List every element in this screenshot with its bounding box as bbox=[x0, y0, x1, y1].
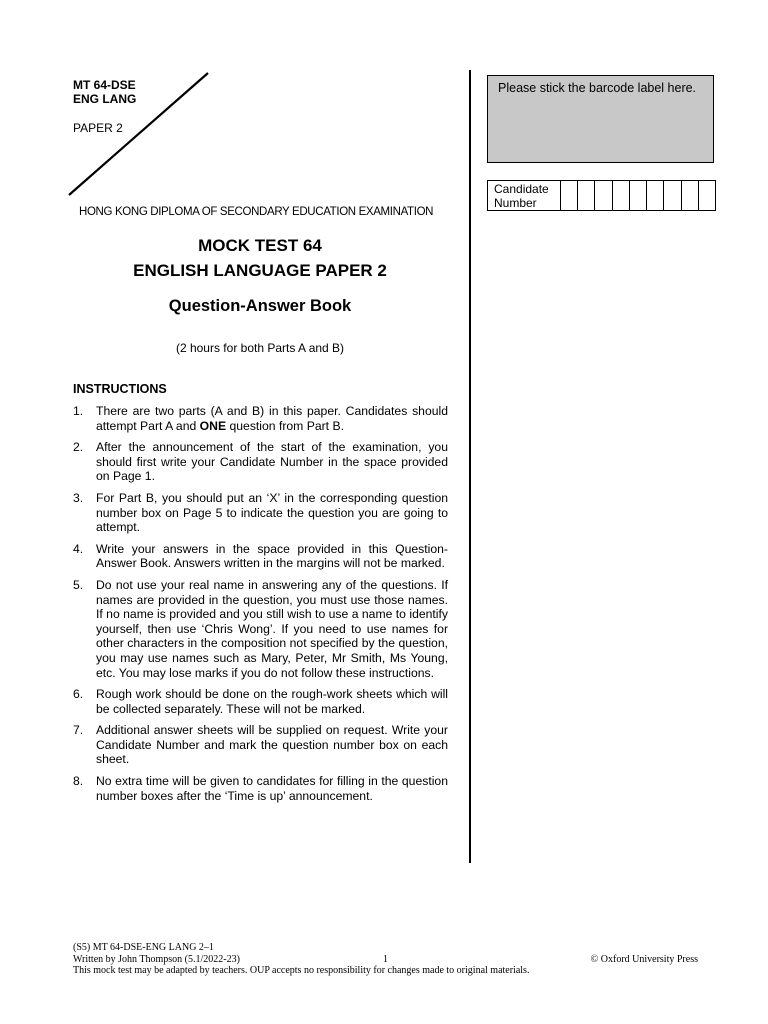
instruction-item bbox=[73, 687, 448, 716]
instruction-number: 8. bbox=[73, 774, 84, 789]
instruction-text: Do not use your real name in answering any of the questions. If names are provided in the question, you must use those names. If no name is provided and you still wish to use a name to identify yourself, then use ‘Chris Wong’. If you need to use names for other characters in the composition not specified by the question, you may use names such as Mary, Peter, Mr Smith, Ms Young, etc. You may lose marks if you do not follow these instructions. bbox=[96, 577, 448, 680]
barcode-label-text: Please stick the barcode label here. bbox=[498, 81, 697, 95]
instruction-item bbox=[73, 491, 448, 535]
exam-title: HONG KONG DIPLOMA OF SECONDARY EDUCATION EXAMINATION bbox=[79, 206, 434, 218]
candidate-number-box[interactable] bbox=[682, 181, 699, 210]
instruction-text: There are two parts (A and B) in this paper. Candidates should attempt Part A and ONE question from Part B. bbox=[96, 404, 448, 433]
candidate-number-box[interactable] bbox=[630, 181, 647, 210]
vertical-divider bbox=[469, 70, 471, 863]
footer-author: Written by John Thompson (5.1/2022-23) bbox=[73, 953, 240, 965]
paper-title: ENGLISH LANGUAGE PAPER 2 bbox=[133, 261, 387, 280]
instructions-list bbox=[73, 404, 448, 810]
footer-row bbox=[73, 954, 698, 966]
instruction-item bbox=[73, 542, 448, 571]
book-title: Question-Answer Book bbox=[168, 297, 352, 315]
instruction-number: 4. bbox=[73, 541, 84, 556]
instruction-number: 7. bbox=[73, 723, 84, 738]
instructions-heading: INSTRUCTIONS bbox=[73, 382, 167, 396]
instruction-text: For Part B, you should put an ‘X’ in the corresponding question number box on Page 5 to indicate the question you are going to attempt. bbox=[96, 490, 448, 535]
instruction-item bbox=[73, 578, 448, 680]
page-number: 1 bbox=[382, 953, 388, 965]
paper-code-line1: MT 64-DSE bbox=[73, 78, 136, 92]
candidate-number-box[interactable] bbox=[561, 181, 578, 210]
instruction-item bbox=[73, 723, 448, 767]
instruction-item bbox=[73, 404, 448, 433]
candidate-number-box[interactable] bbox=[613, 181, 630, 210]
candidate-number-box[interactable] bbox=[578, 181, 595, 210]
duration-note: (2 hours for both Parts A and B) bbox=[175, 341, 345, 355]
paper-number: PAPER 2 bbox=[73, 121, 123, 135]
instruction-item bbox=[73, 440, 448, 484]
candidate-number-box[interactable] bbox=[595, 181, 612, 210]
paper-code-line2: ENG LANG bbox=[73, 92, 137, 106]
candidate-number-box[interactable] bbox=[664, 181, 681, 210]
instruction-text: Write your answers in the space provided in this Question-Answer Book. Answers written in the margins will not be marked. bbox=[96, 541, 448, 571]
instruction-text: Rough work should be done on the rough-work sheets which will be collected separately. These will not be marked. bbox=[96, 687, 448, 716]
instruction-number: 5. bbox=[73, 577, 84, 592]
instruction-number: 2. bbox=[73, 440, 84, 455]
footer-code: (S5) MT 64-DSE-ENG LANG 2–1 bbox=[73, 942, 214, 953]
footer-disclaimer: This mock test may be adapted by teachers. OUP accepts no responsibility for changes made to original materials. bbox=[73, 965, 530, 976]
instruction-item bbox=[73, 774, 448, 803]
mock-test-title: MOCK TEST 64 bbox=[198, 236, 322, 255]
instruction-number: 1. bbox=[73, 404, 84, 418]
instruction-number: 6. bbox=[73, 687, 84, 702]
instruction-text: Additional answer sheets will be supplied on request. Write your Candidate Number and mark the question number box on each sheet. bbox=[96, 723, 448, 767]
barcode-label-box bbox=[487, 75, 714, 163]
instruction-text: After the announcement of the start of the examination, you should first write your Candidate Number in the space provided on Page 1. bbox=[96, 440, 448, 484]
footer-copyright: © Oxford University Press bbox=[590, 953, 698, 965]
instruction-number: 3. bbox=[73, 490, 84, 505]
emphasis-one: ONE bbox=[199, 418, 227, 433]
diagonal-rule bbox=[68, 72, 210, 196]
candidate-number-box[interactable] bbox=[699, 181, 715, 210]
instruction-text: No extra time will be given to candidates for filling in the question number boxes after the ‘Time is up’ announcement. bbox=[96, 774, 448, 803]
page-footer bbox=[73, 942, 698, 977]
candidate-number-label: Candidate Number bbox=[488, 181, 561, 210]
candidate-number-grid bbox=[487, 180, 716, 211]
candidate-number-box[interactable] bbox=[647, 181, 664, 210]
